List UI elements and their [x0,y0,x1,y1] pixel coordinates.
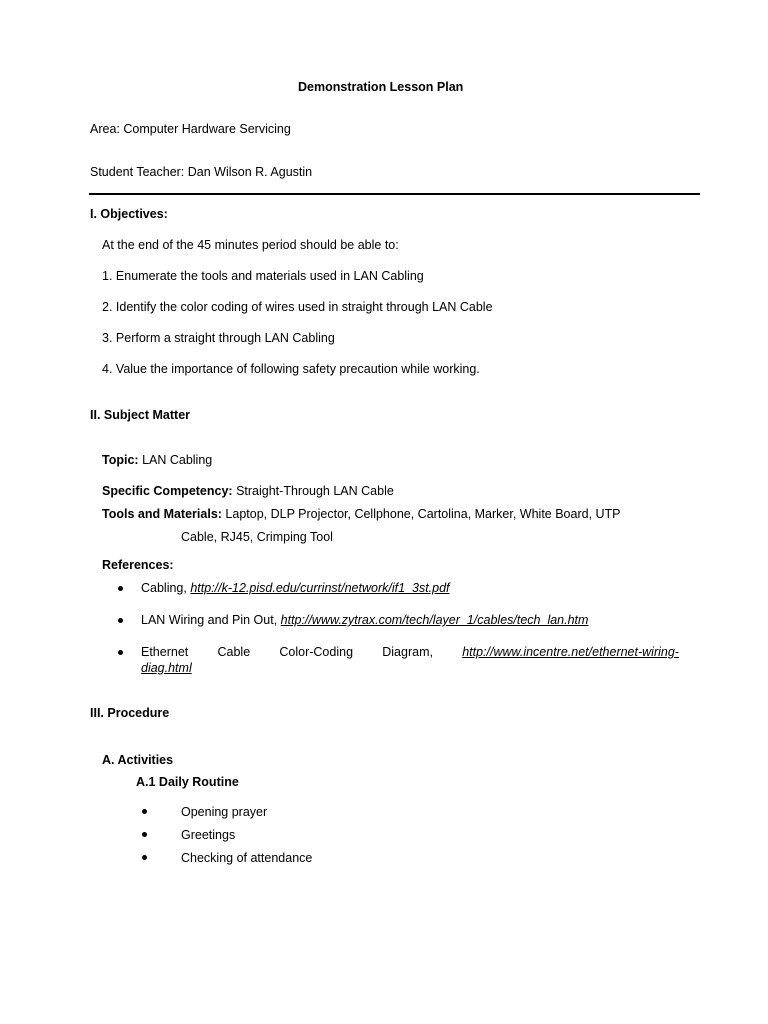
student-teacher-line [90,164,312,180]
competency-value: Straight-Through LAN Cable [236,484,394,498]
reference-link[interactable]: http://www.zytrax.com/tech/layer_1/cables/tech_lan.htm [280,613,589,627]
reference-word: Color-Coding [279,645,354,659]
objective-text: Enumerate the tools and materials used in LAN Cabling [115,269,424,283]
bullet-icon [142,855,147,860]
student-teacher-label: Student Teacher: [90,165,185,179]
activities-heading: A. Activities [102,753,174,767]
reference-text: LAN Wiring and Pin Out, [141,613,278,627]
reference-link[interactable]: http://k-12.pisd.edu/currinst/network/if1_3st.pdf [190,581,450,595]
objective-item [102,330,335,346]
reference-word: Cable [217,645,251,659]
topic-line [102,452,212,468]
bullet-icon [118,586,123,591]
objective-number: 3. [102,331,113,345]
competency-line [102,483,394,499]
daily-routine-heading: A.1 Daily Routine [136,775,239,789]
reference-item [141,612,588,628]
tools-label: Tools and Materials: [102,507,222,521]
area-value: Computer Hardware Servicing [123,122,291,136]
objective-text: Identify the color coding of wires used in straight through LAN Cable [115,300,493,314]
tools-line [102,506,621,522]
topic-value: LAN Cabling [142,453,213,467]
objectives-heading: I. Objectives: [90,207,168,221]
reference-word: Ethernet [141,645,189,659]
bullet-icon [118,650,123,655]
objectives-intro: At the end of the 45 minutes period should be able to: [102,238,399,252]
objective-item [102,361,480,377]
header-divider [89,193,700,195]
objective-text: Perform a straight through LAN Cabling [115,331,335,345]
bullet-icon [118,618,123,623]
reference-text: Cabling, [141,581,187,595]
bullet-icon [142,832,147,837]
objective-number: 4. [102,362,113,376]
tools-value-line1: Laptop, DLP Projector, Cellphone, Cartolina, Marker, White Board, UTP [225,507,621,521]
subject-matter-heading: II. Subject Matter [90,408,191,422]
student-teacher-value: Dan Wilson R. Agustin [187,165,313,179]
topic-label: Topic: [102,453,139,467]
procedure-heading: III. Procedure [90,706,170,720]
routine-item: Greetings [181,828,236,842]
reference-link-continued[interactable]: diag.html [141,661,192,675]
routine-item: Opening prayer [181,805,268,819]
reference-link[interactable]: http://www.incentre.net/ethernet-wiring- [462,645,679,659]
objective-text: Value the importance of following safety precaution while working. [115,362,480,376]
area-line [90,121,291,137]
references-heading: References: [102,558,174,572]
objective-number: 1. [102,269,113,283]
competency-label: Specific Competency: [102,484,233,498]
reference-item [141,580,450,596]
page-title: Demonstration Lesson Plan [298,80,464,94]
routine-item: Checking of attendance [181,851,313,865]
area-label: Area: [90,122,120,136]
objective-item [102,299,493,315]
bullet-icon [142,809,147,814]
reference-item [141,644,679,660]
objective-item [102,268,424,284]
objective-number: 2. [102,300,113,314]
reference-word: Diagram, [382,645,433,659]
tools-value-line2: Cable, RJ45, Crimping Tool [181,530,333,544]
